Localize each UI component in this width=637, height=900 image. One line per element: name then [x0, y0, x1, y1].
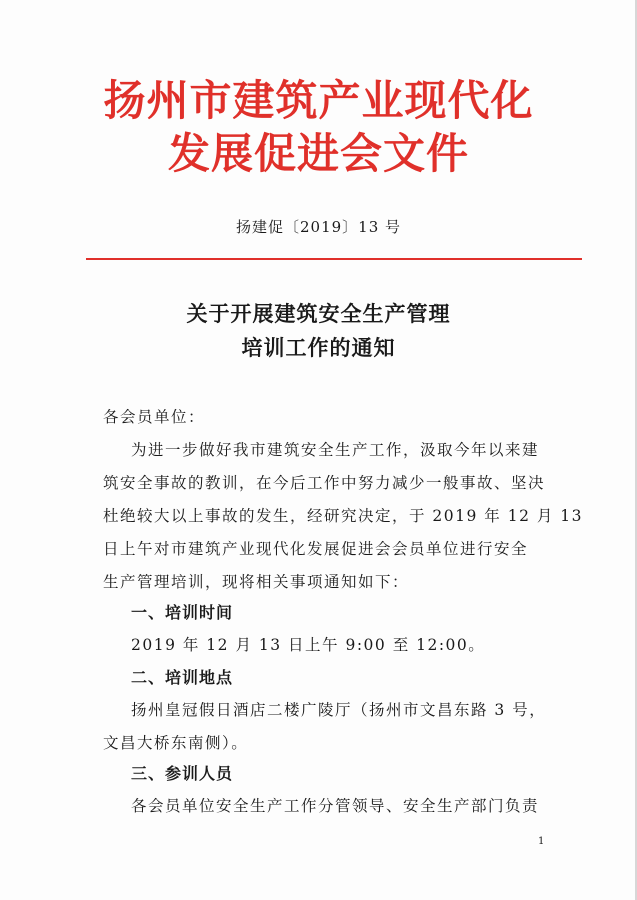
- subject-line-2: 培训工作的通知: [241, 335, 396, 360]
- training-time-text: 2019 年 12 月 13 日上午 9:00 至 12:00。: [131, 636, 486, 654]
- section-heading-location: 二、培训地点: [131, 668, 234, 687]
- subject-line-1: 关于开展建筑安全生产管理: [186, 301, 451, 326]
- section-heading-participants: 三、参训人员: [131, 764, 234, 783]
- paragraph-line: 筑安全事故的教训，在今后工作中努力减少一般事故、坚决: [103, 474, 546, 492]
- red-divider-line: [86, 258, 582, 260]
- document-number: 扬建促〔2019〕13 号: [235, 218, 402, 236]
- section-heading-time: 一、培训时间: [131, 603, 234, 622]
- paragraph-line: 杜绝较大以上事故的发生，经研究决定，于 2019 年 12 月 13: [103, 507, 584, 525]
- paragraph-line: 日上午对市建筑产业现代化发展促进会会员单位进行安全: [103, 540, 529, 558]
- training-location-line: 扬州皇冠假日酒店二楼广陵厅（扬州市文昌东路 3 号，: [131, 701, 547, 719]
- training-location-line: 文昌大桥东南侧）。: [103, 734, 249, 752]
- header-title-line-1: 扬州市建筑产业现代化: [103, 76, 534, 125]
- page-number: 1: [538, 836, 545, 847]
- paragraph-line: 为进一步做好我市建筑安全生产工作，汲取今年以来建: [131, 441, 540, 459]
- salutation: 各会员单位：: [103, 408, 206, 426]
- participants-text: 各会员单位安全生产工作分管领导、安全生产部门负责: [131, 797, 540, 815]
- paragraph-line: 生产管理培训，现将相关事项通知如下：: [103, 573, 410, 591]
- header-title-line-2: 发展促进会文件: [167, 129, 469, 178]
